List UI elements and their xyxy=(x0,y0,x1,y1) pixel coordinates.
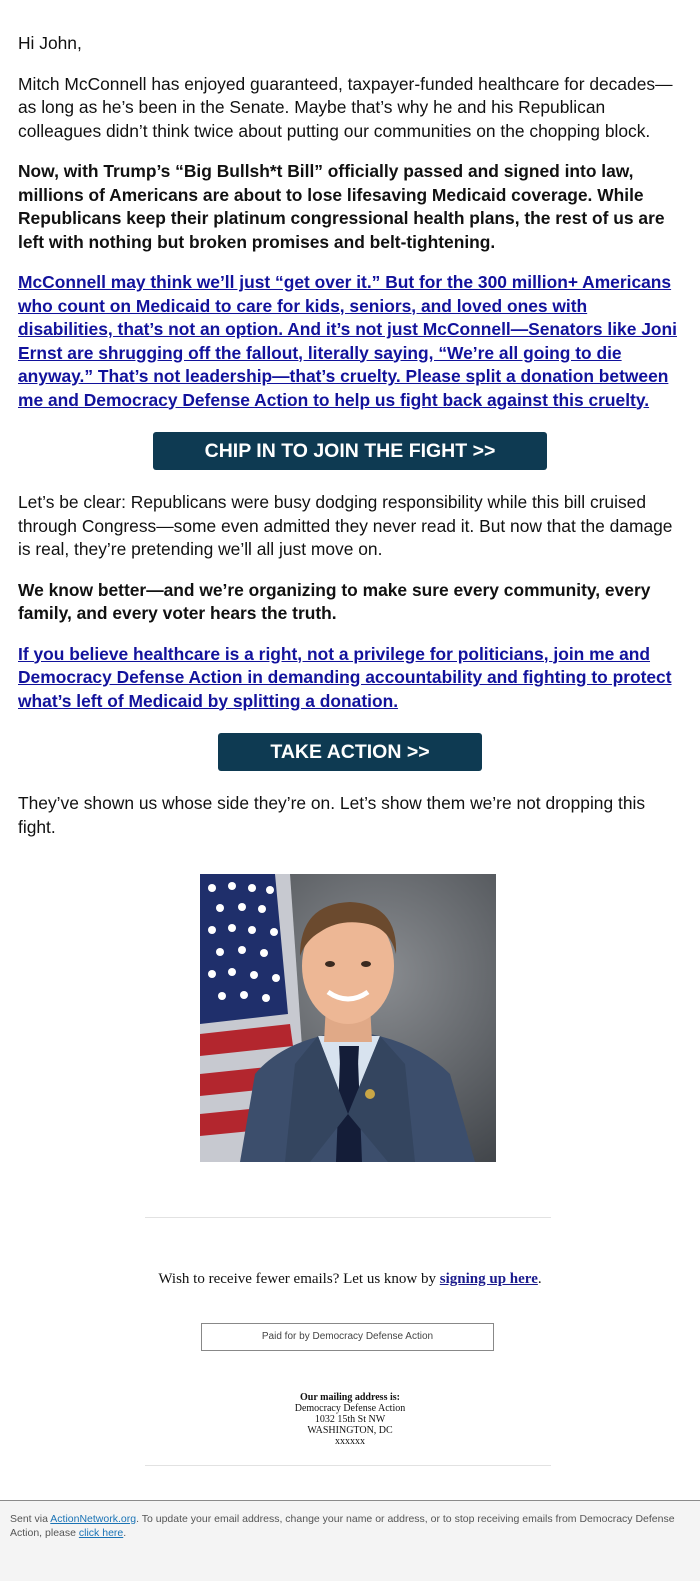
address-title: Our mailing address is: xyxy=(300,1392,400,1403)
footer-divider-bottom xyxy=(145,1465,551,1466)
fewer-emails-period: . xyxy=(537,1271,542,1287)
fewer-emails-text: Wish to receive fewer emails? Let us know by xyxy=(158,1271,440,1287)
donation-link-paragraph-1 xyxy=(18,271,682,412)
footer-divider-top xyxy=(145,1217,551,1218)
chip-in-button[interactable]: CHIP IN TO JOIN THE FIGHT >> xyxy=(153,432,547,470)
paragraph-1: Mitch McConnell has enjoyed guaranteed, taxpayer-funded healthcare for decades—as long as he’s been in the Senate. Maybe that’s why he and his Republican colleagues didn’t think twice about putting our communities on the chopping block. xyxy=(18,73,673,141)
signing-up-here-link[interactable]: signing up here xyxy=(439,1271,538,1287)
take-action-button-wrap xyxy=(18,733,682,771)
portrait-illustration xyxy=(200,874,496,1162)
donation-link-1[interactable]: McConnell may think we’ll just “get over it.” But for the 300 million+ Americans who count on Medicaid to care for kids, seniors, and loved ones with disabilities, that’s not an option. And it’s not just McConnell—Senators like Joni Ernst are shrugging off the fallout, literally saying, “We’re all going to die anyway.” That’s not leadership—that’s cruelty. Please split a donation between me and Democracy Defense Action to help us fight back against this cruelty. xyxy=(18,272,677,410)
fewer-emails-line xyxy=(0,1271,700,1288)
address-city: WASHINGTON, DC xyxy=(307,1425,393,1436)
actionnetwork-link[interactable]: ActionNetwork.org xyxy=(50,1513,137,1525)
address-org: Democracy Defense Action xyxy=(294,1403,406,1414)
paid-for-box: Paid for by Democracy Defense Action xyxy=(201,1323,494,1351)
greeting: Hi John, xyxy=(18,33,82,53)
take-action-button[interactable]: TAKE ACTION >> xyxy=(218,733,482,771)
click-here-link[interactable]: click here xyxy=(78,1527,124,1539)
footer-middle: . To update your email address, change your name or address, or to stop receiving emails from Democracy Defense Action, please xyxy=(10,1513,675,1539)
donation-link-2[interactable]: If you believe healthcare is a right, not a privilege for politicians, join me and Democracy Defense Action in demanding accountability and fighting to protect what’s left of Medicaid by splitting a donation. xyxy=(18,643,672,711)
paragraph-5: They’ve shown us whose side they’re on. Let’s show them we’re not dropping this fight. xyxy=(18,793,646,837)
email-body xyxy=(18,32,682,856)
footer-end: . xyxy=(123,1527,127,1539)
chip-in-button-wrap xyxy=(18,432,682,470)
senator-portrait-image xyxy=(200,874,496,1162)
footer-sent-via: Sent via xyxy=(10,1513,51,1525)
paragraph-2: Now, with Trump’s “Big Bullsh*t Bill” officially passed and signed into law, millions of Americans are about to lose lifesaving Medicaid coverage. While Republicans keep their platinum congressional health plans, the rest of us are left with nothing but broken promises and belt-tightening. xyxy=(18,161,665,252)
paragraph-4: We know better—and we’re organizing to make sure every community, every family, and every voter hears the truth. xyxy=(18,579,651,623)
address-zip: xxxxxx xyxy=(335,1436,365,1447)
paragraph-3: Let’s be clear: Republicans were busy dodging responsibility while this bill cruised through Congress—some even admitted they never read it. But now that the damage is real, they’re pretending we’ll all just move on. xyxy=(18,492,673,559)
footer-text xyxy=(10,1512,680,1540)
donation-link-paragraph-2 xyxy=(18,643,682,714)
email-footer xyxy=(0,1500,700,1581)
mailing-address xyxy=(0,1392,700,1447)
address-street: 1032 15th St NW xyxy=(314,1414,386,1425)
